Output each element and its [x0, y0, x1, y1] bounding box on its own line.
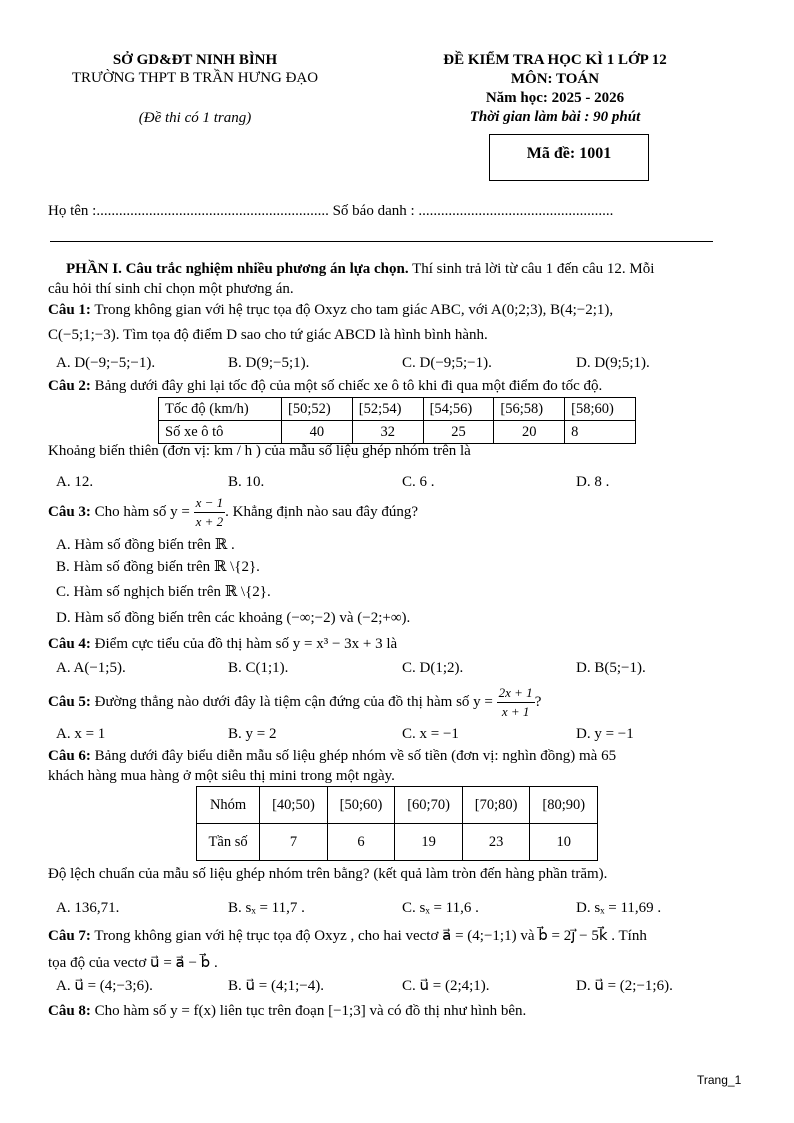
table-cell: 19 — [395, 824, 463, 861]
department-name: SỞ GD&ĐT NINH BÌNH — [112, 52, 278, 68]
page-footer: Trang_1 — [697, 1073, 742, 1087]
table-row — [159, 398, 636, 421]
table-cell: Nhóm — [197, 787, 260, 824]
q5-frac-den: x + 1 — [501, 704, 530, 719]
q3-frac-den: x + 2 — [195, 514, 224, 529]
q4-option-a[interactable]: A. A(−1;5). — [56, 660, 126, 676]
q3-body: Cho hàm số y = — [90, 503, 190, 520]
q3-text — [48, 494, 418, 531]
q2-option-b[interactable]: B. 10. — [228, 474, 265, 490]
subject: MÔN: TOÁN — [510, 71, 600, 87]
q2-option-c[interactable]: C. 6 . — [402, 474, 435, 490]
table-cell: [50;52) — [282, 398, 353, 421]
q2-body: Bảng dưới đây ghi lại tốc độ của một số chiếc xe ô tô khi đi qua một điểm đo tốc độ. — [90, 378, 603, 394]
table-cell: [40;50) — [260, 787, 328, 824]
table-cell: 25 — [423, 421, 494, 444]
q5-label: Câu 5: — [48, 693, 91, 710]
q1-text2: C(−5;1;−3). Tìm tọa độ điểm D sao cho tứ giác ABCD là hình bình hành. — [48, 327, 488, 343]
q7-body: Trong không gian với hệ trục tọa độ Oxyz , cho hai vectơ a⃗ = (4;−1;1) và b⃗ = 2j⃗ − 5k⃗ . Tính — [90, 928, 647, 944]
q6-label: Câu 6: — [48, 748, 91, 764]
q6-text2: khách hàng mua hàng ở một siêu thị mini trong một ngày. — [48, 768, 395, 784]
q3-fraction — [194, 494, 226, 531]
table-cell: Tần số — [197, 824, 260, 861]
table-cell: [52;54) — [352, 398, 423, 421]
table-cell: 10 — [530, 824, 598, 861]
q6-text — [48, 748, 616, 765]
page-count-note: (Đề thi có 1 trang) — [138, 110, 252, 126]
q5-body-end: ? — [534, 693, 542, 710]
customer-spending-table — [196, 786, 598, 861]
table-row — [197, 787, 598, 824]
exam-code: Mã đề: 1001 — [526, 145, 612, 162]
q1-option-a[interactable]: A. D(−9;−5;−1). — [56, 355, 156, 371]
header-divider — [50, 241, 713, 242]
q5-option-d[interactable]: D. y = −1 — [576, 726, 634, 742]
q5-body: Đường thẳng nào dưới đây là tiệm cận đứng của đồ thị hàm số y = — [90, 693, 493, 710]
speed-table — [158, 397, 636, 444]
table-row — [197, 824, 598, 861]
q6-option-d[interactable]: D. sₓ = 11,69 . — [576, 900, 662, 916]
exam-duration: Thời gian làm bài : 90 phút — [469, 109, 641, 125]
table-row — [159, 421, 636, 444]
q4-option-c[interactable]: C. D(1;2). — [402, 660, 464, 676]
table-cell: 20 — [494, 421, 565, 444]
q4-option-b[interactable]: B. C(1;1). — [228, 660, 289, 676]
table-cell: [58;60) — [565, 398, 636, 421]
q3-option-d[interactable]: D. Hàm số đồng biến trên các khoảng (−∞;−2) và (−2;+∞). — [56, 610, 411, 626]
q6-option-a[interactable]: A. 136,71. — [56, 900, 120, 916]
q6-body: Bảng dưới đây biểu diễn mẫu số liệu ghép nhóm về số tiền (đơn vị: nghìn đồng) mà 65 — [90, 748, 617, 764]
q5-text — [48, 684, 541, 721]
q3-option-a[interactable]: A. Hàm số đồng biến trên ℝ . — [56, 537, 235, 553]
q3-option-b[interactable]: B. Hàm số đồng biến trên ℝ \{2}. — [56, 559, 260, 575]
part1-intro-line2: câu hỏi thí sinh chỉ chọn một phương án. — [48, 281, 294, 297]
exam-code-box — [489, 134, 649, 181]
table-cell: [56;58) — [494, 398, 565, 421]
q7-text2: tọa độ của vectơ u⃗ = a⃗ − b⃗ . — [48, 955, 218, 971]
exam-title: ĐỀ KIỂM TRA HỌC KÌ 1 LỚP 12 — [443, 52, 667, 68]
table-cell: Số xe ô tô — [159, 421, 282, 444]
part1-title: PHẦN I. Câu trắc nghiệm nhiều phương án lựa chọn. — [66, 261, 409, 277]
q1-body: Trong không gian với hệ trục tọa độ Oxyz cho tam giác ABC, với A(0;2;3), B(4;−2;1), — [90, 302, 614, 318]
table-cell: 40 — [282, 421, 353, 444]
q3-label: Câu 3: — [48, 503, 91, 520]
q7-text — [48, 926, 647, 945]
student-info-line: Họ tên :.............................................................. Số báo danh : .................................................... — [48, 203, 614, 219]
table-cell: 7 — [260, 824, 328, 861]
table-cell: [54;56) — [423, 398, 494, 421]
table-cell: Tốc độ (km/h) — [159, 398, 282, 421]
q2-option-a[interactable]: A. 12. — [56, 474, 94, 490]
q7-label: Câu 7: — [48, 928, 91, 944]
q4-label: Câu 4: — [48, 636, 91, 652]
table-cell: [60;70) — [395, 787, 463, 824]
q7-option-b[interactable]: B. u⃗ = (4;1;−4). — [228, 978, 325, 994]
q3-body-end: . Khẳng định nào sau đây đúng? — [225, 503, 418, 520]
q6-option-b[interactable]: B. sₓ = 11,7 . — [228, 900, 305, 916]
table-cell: 23 — [462, 824, 530, 861]
q3-option-c[interactable]: C. Hàm số nghịch biến trên ℝ \{2}. — [56, 584, 271, 600]
q1-option-c[interactable]: C. D(−9;5;−1). — [402, 355, 492, 371]
q1-text — [48, 302, 613, 319]
table-cell: 6 — [327, 824, 395, 861]
q4-body: Điểm cực tiểu của đồ thị hàm số y = x³ − 3x + 3 là — [90, 636, 398, 652]
q7-option-a[interactable]: A. u⃗ = (4;−3;6). — [56, 978, 153, 994]
q2-text2: Khoảng biến thiên (đơn vị: km / h ) của mẫu số liệu ghép nhóm trên là — [48, 443, 471, 459]
table-cell: [80;90) — [530, 787, 598, 824]
school-year: Năm học: 2025 - 2026 — [485, 90, 625, 106]
table-cell: 8 — [565, 421, 636, 444]
q8-text — [48, 1003, 526, 1020]
table-cell: [70;80) — [462, 787, 530, 824]
q5-fraction — [497, 684, 535, 721]
q5-frac-num: 2x + 1 — [497, 684, 535, 703]
q2-label: Câu 2: — [48, 378, 91, 394]
q2-text — [48, 378, 602, 395]
q1-option-b[interactable]: B. D(9;−5;1). — [228, 355, 310, 371]
q3-frac-num: x − 1 — [194, 494, 226, 513]
q5-option-c[interactable]: C. x = −1 — [402, 726, 459, 742]
q6-option-c[interactable]: C. sₓ = 11,6 . — [402, 900, 479, 916]
q5-option-a[interactable]: A. x = 1 — [56, 726, 106, 742]
table-cell: 32 — [352, 421, 423, 444]
table-cell: [50;60) — [327, 787, 395, 824]
q5-option-b[interactable]: B. y = 2 — [228, 726, 277, 742]
q8-label: Câu 8: — [48, 1003, 91, 1019]
part1-intro-text: Thí sinh trả lời từ câu 1 đến câu 12. Mỗi — [408, 261, 655, 277]
q1-label: Câu 1: — [48, 302, 91, 318]
q4-option-d[interactable]: D. B(5;−1). — [576, 660, 646, 676]
q7-option-d[interactable]: D. u⃗ = (2;−1;6). — [576, 978, 673, 994]
q4-text — [48, 636, 397, 653]
school-name: TRƯỜNG THPT B TRẦN HƯNG ĐẠO — [71, 70, 319, 86]
q6-text3: Độ lệch chuẩn của mẫu số liệu ghép nhóm trên bằng? (kết quả làm tròn đến hàng phần trăm). — [48, 866, 608, 882]
q2-option-d[interactable]: D. 8 . — [576, 474, 610, 490]
q8-body: Cho hàm số y = f(x) liên tục trên đoạn [−1;3] và có đồ thị như hình bên. — [90, 1003, 527, 1019]
part1-intro — [66, 261, 654, 278]
q1-option-d[interactable]: D. D(9;5;1). — [576, 355, 650, 371]
q7-option-c[interactable]: C. u⃗ = (2;4;1). — [402, 978, 490, 994]
